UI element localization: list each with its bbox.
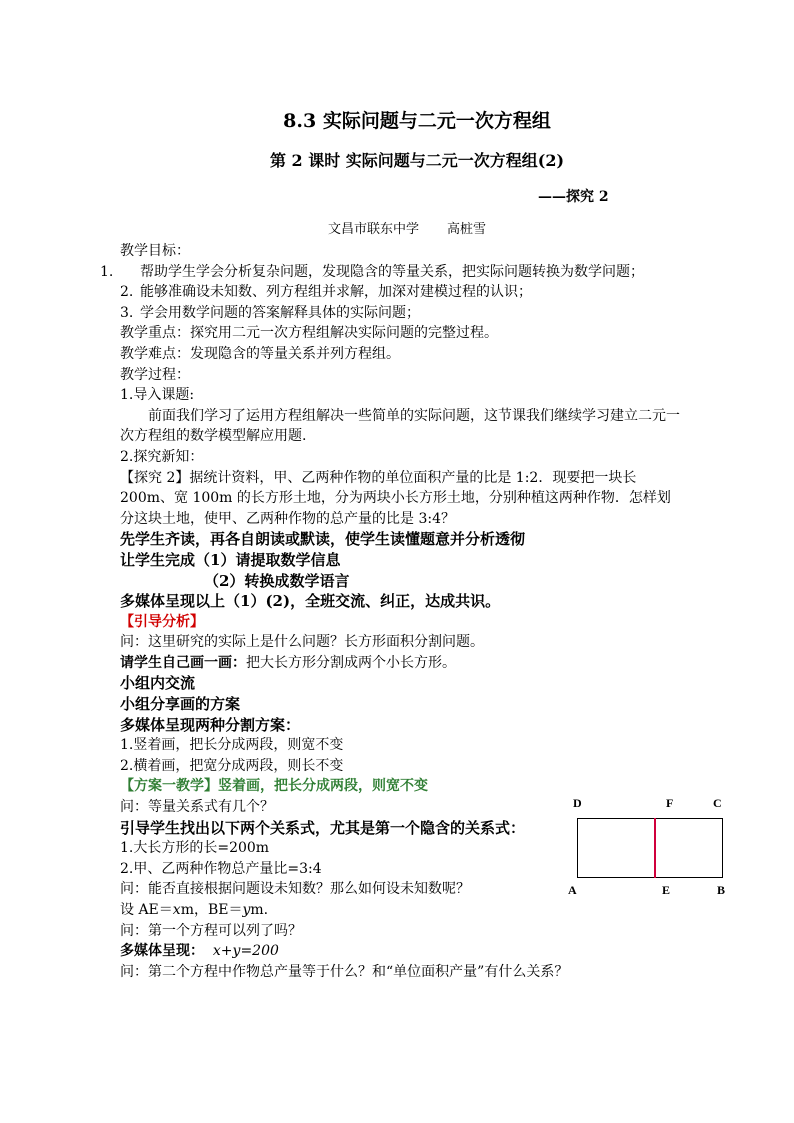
question-2: 问：等量关系式有几个？ — [120, 799, 274, 816]
question-1: 问：这里研究的实际上是什么问题？长方形面积分割问题。 — [120, 634, 484, 651]
relation-2: 2.甲、乙两种作物总产量比=3:4 — [120, 860, 322, 877]
question-5: 问：第二个方程中作物总产量等于什么？和“单位面积产量”有什么关系？ — [120, 963, 569, 980]
rectangle-diagram — [563, 793, 743, 903]
explore-problem: 【探究 2】据统计资料，甲、乙两种作物的单位面积产量的比是 1:2．现要把一块长 200m、宽 100m 的长方形土地，分为两块小长方形土地，分别种植这两种作物．怎样划分这块土地，使甲、乙两种作物的总产量的比是 3:4？ — [120, 469, 671, 527]
intro-text: 前面我们学习了运用方程组解决一些简单的实际问题，这节课我们继续学习建立二元一次方程组的数学模型解应用题. — [120, 407, 680, 445]
draw-instruction: 请学生自己画一画：把大长方形分割成两个小长方形。 — [120, 654, 456, 671]
plan-one-teaching: 【方案一教学】竖着画，把长分成两段，则宽不变 — [120, 778, 428, 795]
school-name: 文昌市联东中学 — [328, 222, 420, 237]
question-4: 问：第一个方程可以列了吗？ — [120, 922, 302, 939]
difficulty: 教学难点：发现隐含的等量关系并列方程组。 — [120, 345, 400, 362]
key-point: 教学重点：探究用二元一次方程组解决实际问题的完整过程。 — [120, 325, 498, 342]
objective-item-2: 2. 能够准确设未知数、列方程组并求解，加深对建模过程的认识； — [120, 284, 532, 301]
point-label-a: A — [568, 883, 577, 897]
lesson-subtitle: 第 2 课时 实际问题与二元一次方程组(2) — [269, 151, 565, 170]
question-3: 问：能否直接根据问题设未知数？那么如何设未知数呢？ — [120, 881, 470, 898]
objective-item-1: 1. 帮助学生学会分析复杂问题，发现隐含的等量关系，把实际问题转换为数学问题； — [100, 263, 644, 280]
page-title: 8.3 实际问题与二元一次方程组 — [283, 110, 551, 132]
objective-item-3: 3. 学会用数学问题的答案解释具体的实际问题； — [120, 304, 420, 321]
instruction-media: 多媒体呈现以上（1）(2)，全班交流、纠正，达成共识。 — [120, 592, 501, 611]
author-line — [328, 218, 486, 237]
section-label: ——探究 2 — [538, 189, 609, 205]
instruction-extract: 让学生完成（1）请提取数学信息 — [120, 550, 341, 569]
objectives-heading: 教学目标： — [120, 243, 190, 259]
point-label-d: D — [573, 796, 582, 810]
point-label-c: C — [713, 796, 722, 810]
process-heading: 教学过程： — [120, 366, 190, 383]
author-name: 高桩雪 — [447, 222, 487, 237]
instruction-read: 先学生齐读，再各自朗读或默读，使学生读懂题意并分析透彻 — [120, 530, 526, 549]
guide-label: 【引导分析】 — [120, 613, 204, 630]
group-discuss: 小组内交流 — [120, 674, 196, 693]
point-label-e: E — [662, 883, 671, 897]
plan-1: 1.竖着画，把长分成两段，则宽不变 — [120, 737, 344, 754]
relation-1: 1.大长方形的长=200m — [120, 840, 270, 857]
guide-relations: 引导学生找出以下两个关系式，尤其是第一个隐含的关系式： — [120, 818, 526, 837]
group-share: 小组分享画的方案 — [120, 695, 241, 714]
explore-title: 2.探究新知： — [120, 448, 204, 465]
set-unknowns: 设 AE＝xm，BE＝ym. — [120, 902, 269, 918]
media-plans: 多媒体呈现两种分割方案： — [120, 715, 301, 734]
instruction-convert: （2）转换成数学语言 — [204, 571, 350, 590]
outer-rectangle — [577, 818, 723, 878]
divider-line-ef — [654, 818, 656, 878]
media-equation: 多媒体呈现： x+y=200 — [120, 943, 279, 960]
intro-title: 1.导入课题: — [120, 387, 195, 404]
point-label-f: F — [666, 796, 674, 810]
point-label-b: B — [717, 883, 726, 897]
plan-2: 2.横着画，把宽分成两段，则长不变 — [120, 757, 344, 774]
